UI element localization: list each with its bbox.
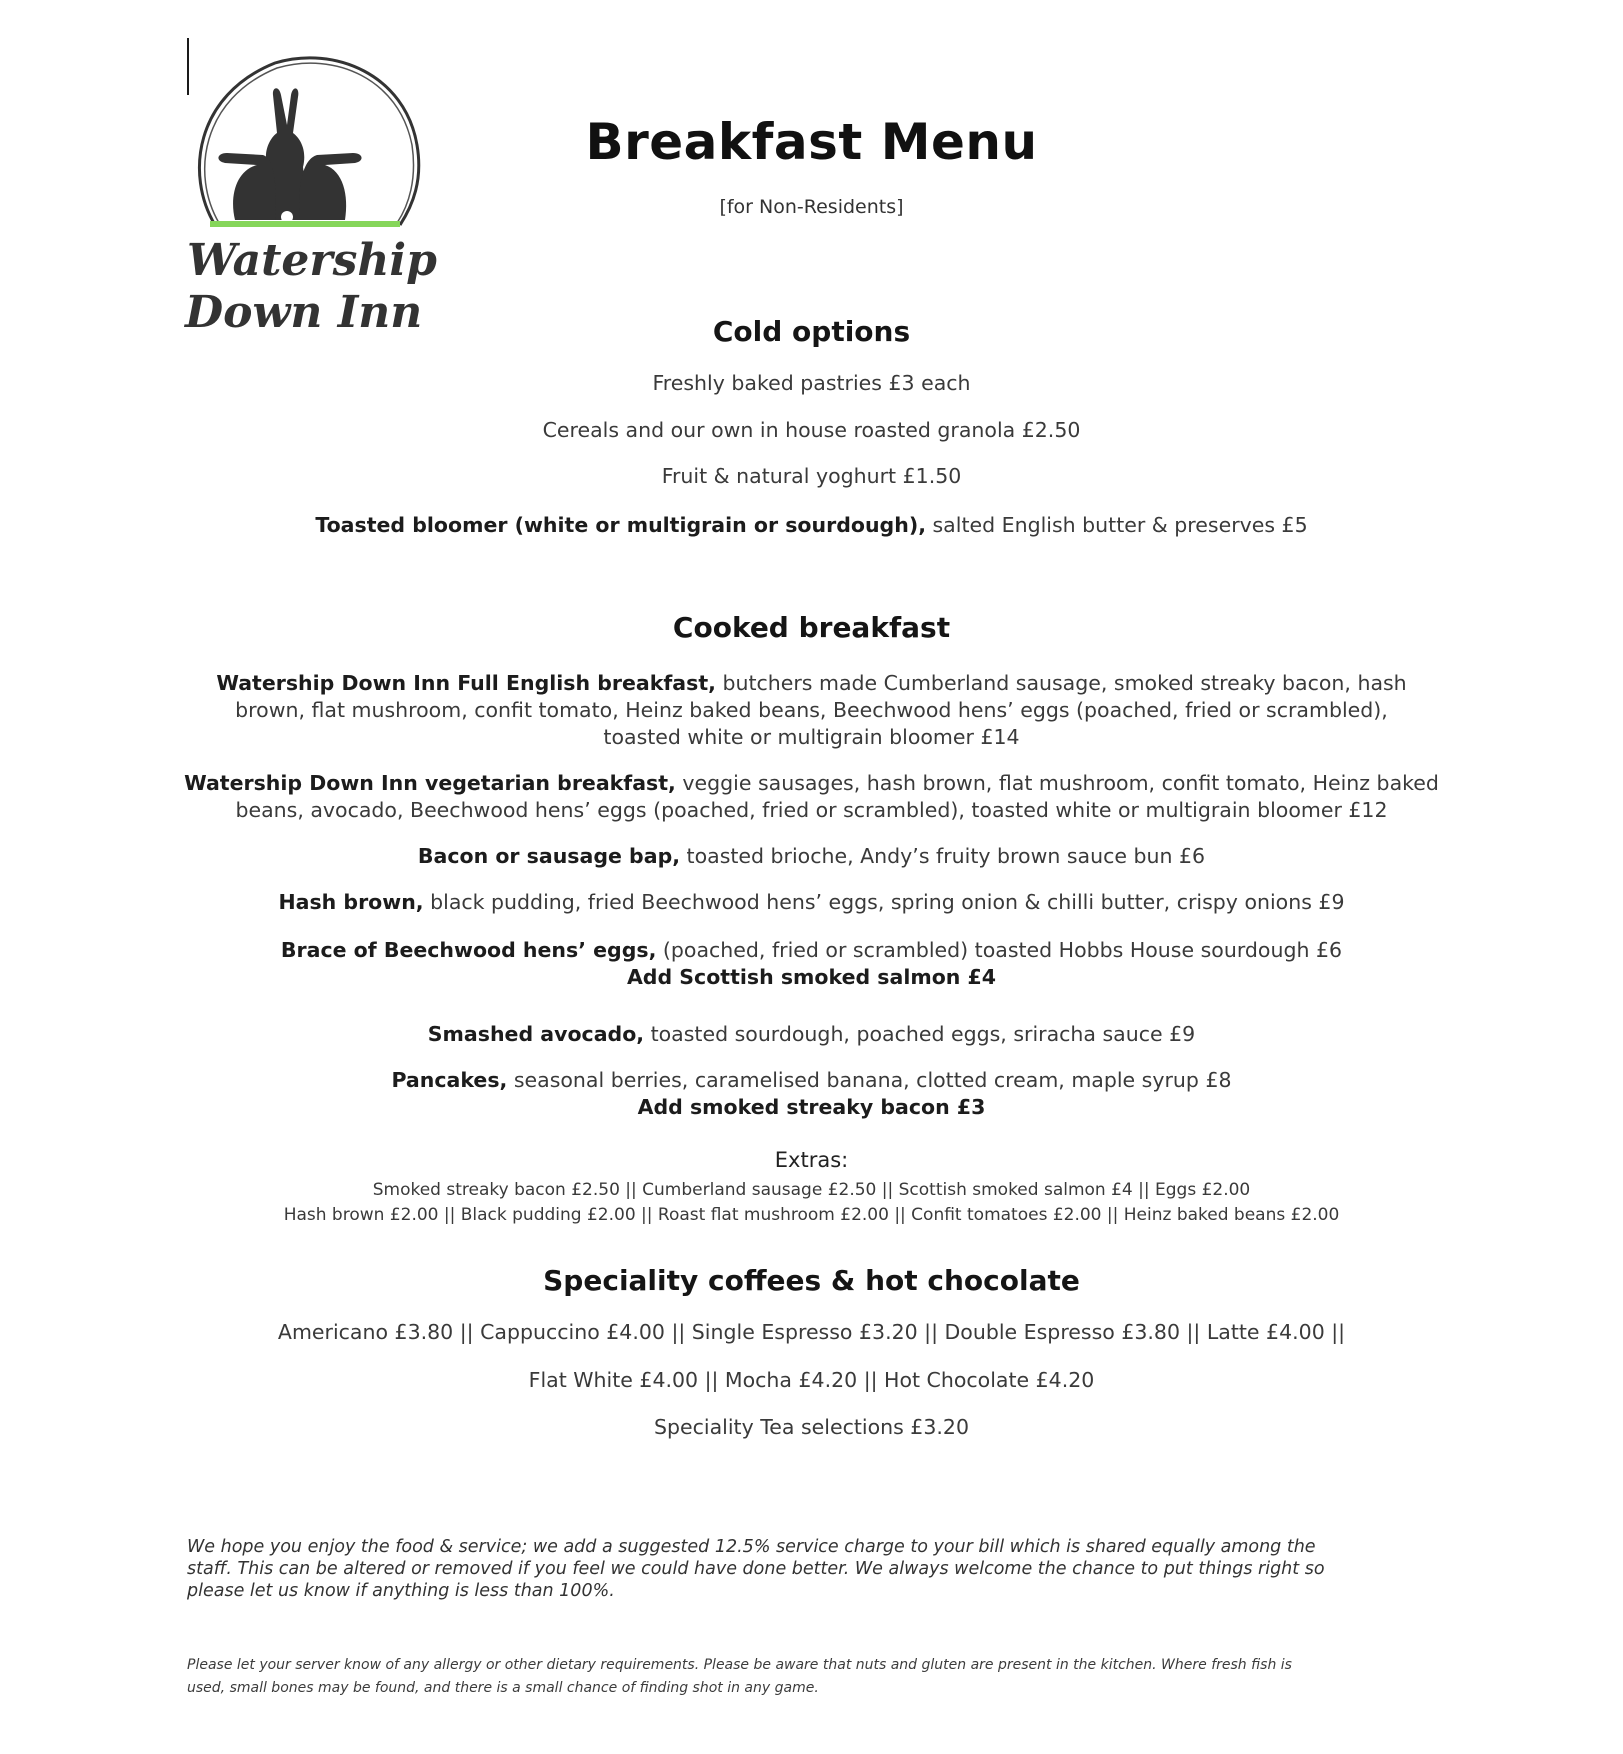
service-charge-note: We hope you enjoy the food & service; we add a suggested 12.5% service charge to your bill which is shared equally among the staff. This can be altered or removed if you feel we could have done better. We always welcome the chance to put things right so please let us know if anything is less than 100%. xyxy=(187,1537,1325,1601)
menu-item: Fruit & natural yoghurt £1.50 xyxy=(661,464,962,488)
menu-item-pancakes: Pancakes, seasonal berries, caramelised banana, clotted cream, maple syrup £8 Add smoked streaky bacon £3 xyxy=(391,1068,1232,1119)
extras-heading: Extras: xyxy=(774,1148,849,1172)
coffee-line: Americano £3.80 || Cappuccino £4.00 || Single Espresso £3.20 || Double Espresso £3.80 || Latte £4.00 || xyxy=(277,1320,1346,1344)
page-subtitle: [for Non-Residents] xyxy=(719,196,904,218)
menu-item-avocado: Smashed avocado, toasted sourdough, poached eggs, sriracha sauce £9 xyxy=(427,1022,1196,1046)
menu-item: Cereals and our own in house roasted granola £2.50 xyxy=(542,418,1081,442)
menu-item-brace-eggs: Brace of Beechwood hens’ eggs, (poached, fried or scrambled) toasted Hobbs House sourdough £6 Add Scottish smoked salmon £4 xyxy=(280,938,1343,989)
section-heading-cold: Cold options xyxy=(712,315,911,348)
menu-item: Freshly baked pastries £3 each xyxy=(652,371,971,395)
coffee-line: Speciality Tea selections £3.20 xyxy=(654,1415,969,1439)
menu-item-vegetarian: Watership Down Inn vegetarian breakfast, veggie sausages, hash brown, flat mushroom, confit tomato, Heinz baked beans, avocado, Beechwood hens’ eggs (poached, fried or scrambled), toasted white or multigrain bloomer £12 xyxy=(184,771,1439,822)
coffee-line: Flat White £4.00 || Mocha £4.20 || Hot Chocolate £4.20 xyxy=(528,1368,1095,1392)
menu-item-bap: Bacon or sausage bap, toasted brioche, Andy’s fruity brown sauce bun £6 xyxy=(417,844,1206,868)
menu-item-full-english: Watership Down Inn Full English breakfast, butchers made Cumberland sausage, smoked streaky bacon, hash brown, flat mushroom, confit tomato, Heinz baked beans, Beechwood hens’ eggs (poached, fried or scrambled), toasted white or multigrain bloomer £14 xyxy=(216,671,1407,749)
menu-item-hash-brown: Hash brown, black pudding, fried Beechwood hens’ eggs, spring onion & chilli butter, crispy onions £9 xyxy=(278,890,1345,914)
section-heading-cooked: Cooked breakfast xyxy=(672,611,951,644)
section-heading-coffee: Speciality coffees & hot chocolate xyxy=(543,1264,1080,1297)
menu-item: Toasted bloomer (white or multigrain or sourdough), salted English butter & preserves £5 xyxy=(315,513,1308,537)
page-title: Breakfast Menu xyxy=(585,113,1038,171)
allergy-note: Please let your server know of any allergy or other dietary requirements. Please be aware that nuts and gluten are present in the kitchen. Where fresh fish is used, small bones may be found, and there is a small chance of finding shot in any game. xyxy=(187,1657,1292,1696)
logo-text-line2: Down Inn xyxy=(185,287,423,338)
grass-strip xyxy=(210,221,400,227)
extras-list: Smoked streaky bacon £2.50 || Cumberland sausage £2.50 || Scottish smoked salmon £4 || Eggs £2.00 Hash brown £2.00 || Black pudding £2.00 || Roast flat mushroom £2.00 || Confit tomatoes £2.00 || Heinz baked beans £2.00 xyxy=(283,1180,1340,1225)
logo-text-line1: Watership xyxy=(187,235,437,286)
